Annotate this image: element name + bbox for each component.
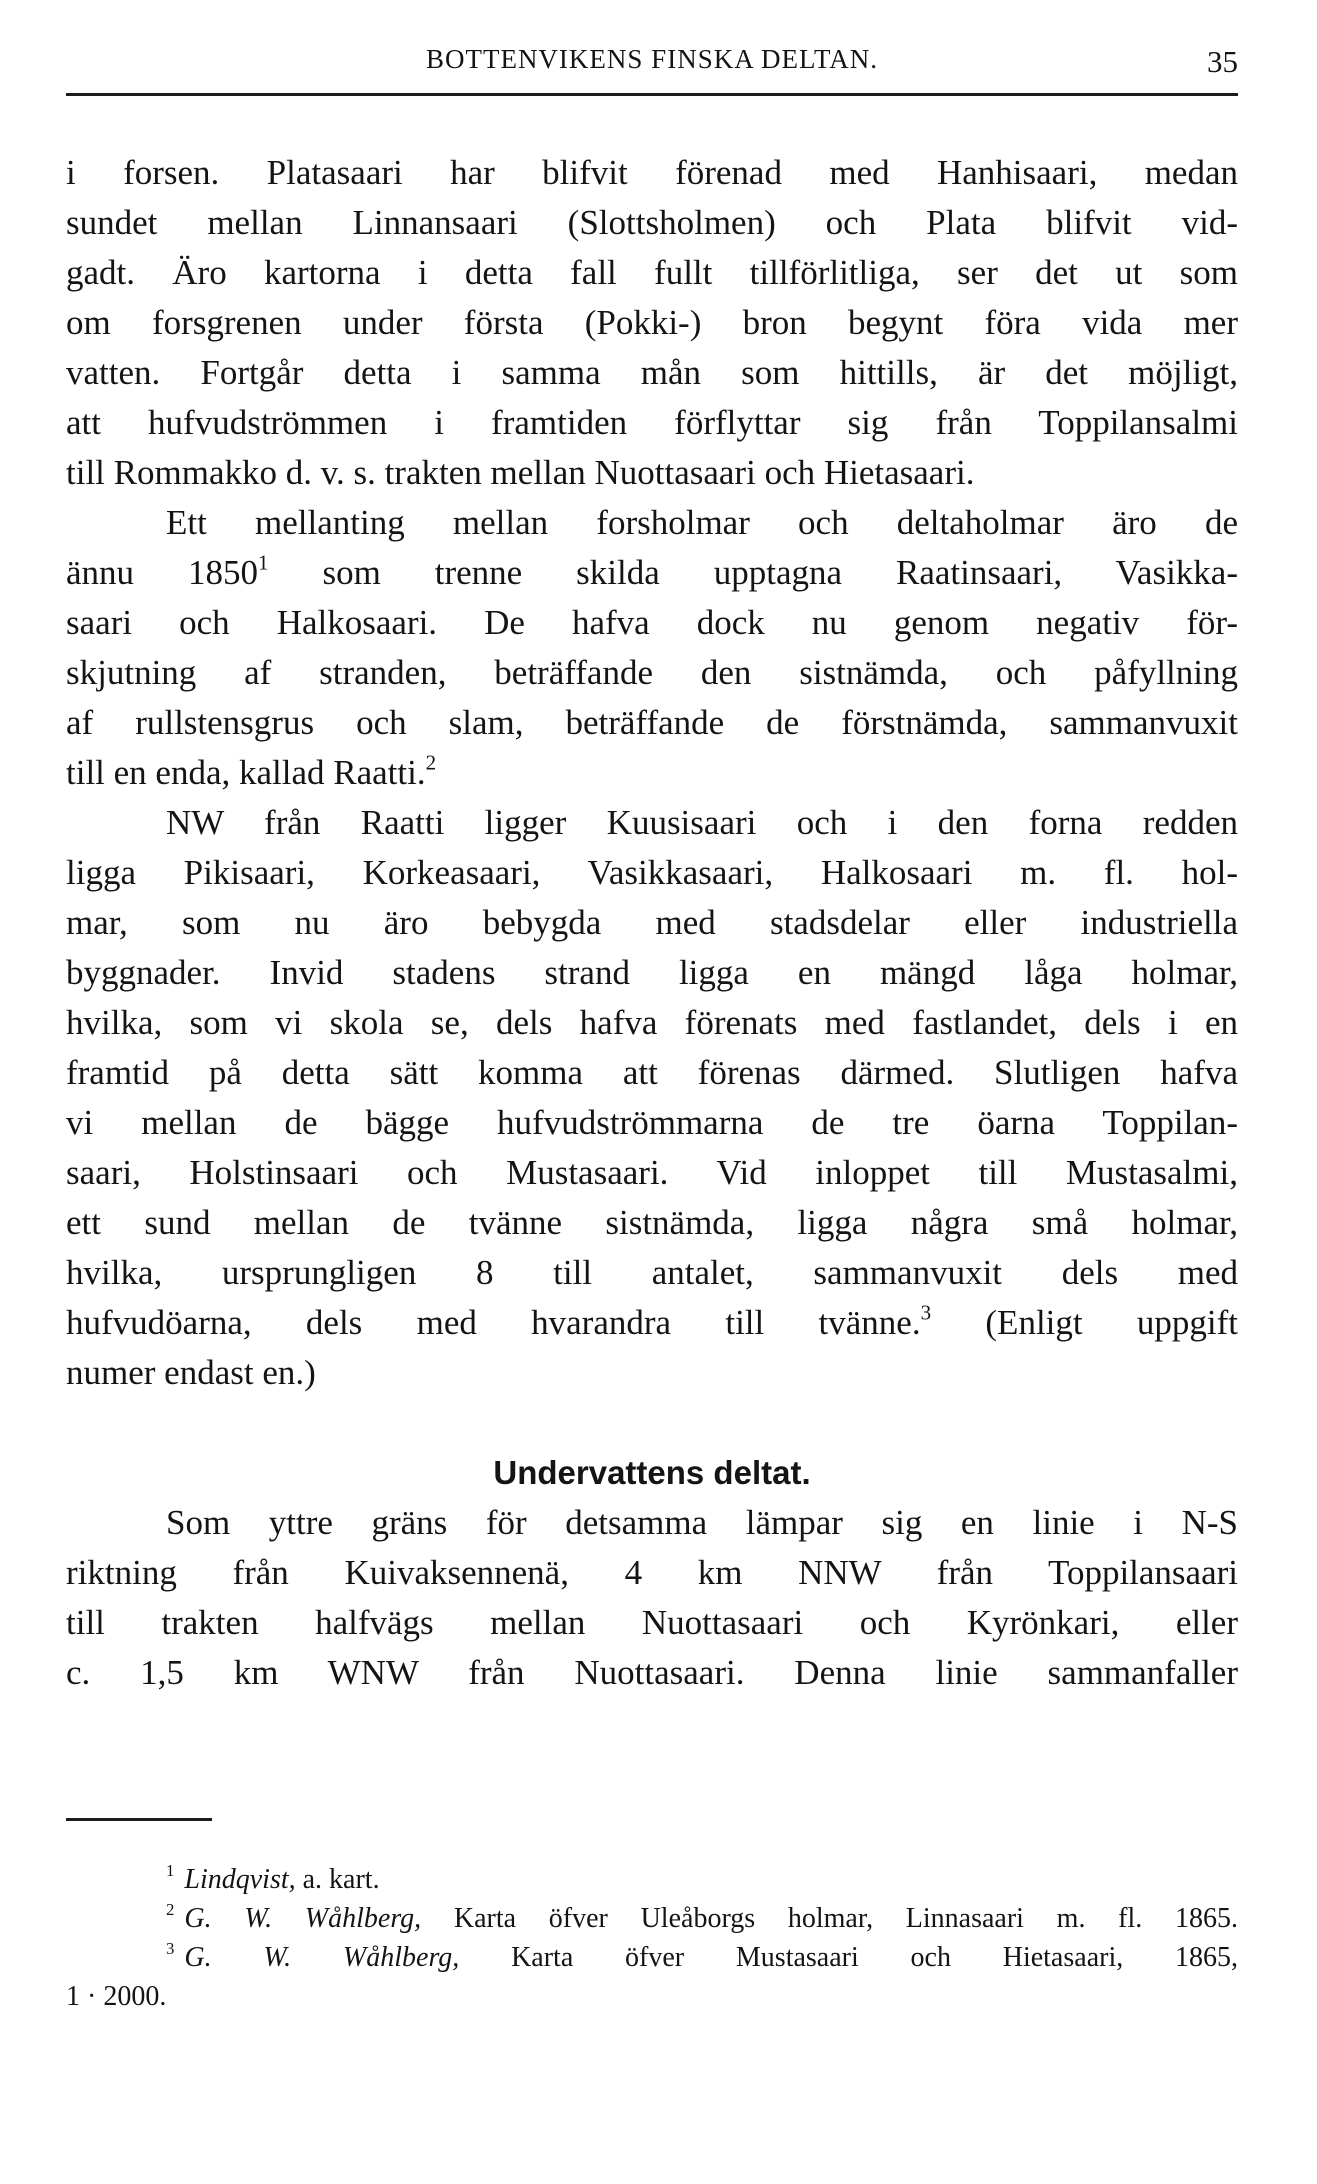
footnote-2 [66, 1899, 1238, 1938]
footnote-author: G. W. Wåhlberg, [184, 1942, 460, 1973]
footnote-3-continuation: 1 · 2000. [66, 1981, 167, 2012]
line-text: ännu 1850 [66, 553, 258, 592]
body-line: till Rommakko d. v. s. trakten mellan Nuottasaari och Hietasaari. [66, 453, 975, 492]
body-line: skjutning af stranden, beträffande den sistnämda, och påfyllning [66, 653, 1238, 692]
footnote-ref: 2 [425, 750, 437, 775]
body-line: om forsgrenen under första (Pokki-) bron begynt föra vida mer [66, 303, 1238, 342]
body-line: saari och Halkosaari. De hafva dock nu genom negativ för- [66, 603, 1238, 642]
footnote-marker: 3 [166, 1939, 175, 1959]
footnote-text: Karta öfver Uleåborgs holmar, Linnasaari m. fl. 1865. [421, 1903, 1238, 1934]
body-line: c. 1,5 km WNW från Nuottasaari. Denna linie sammanfaller [66, 1653, 1238, 1692]
footnote-ref: 3 [920, 1300, 932, 1325]
body-line: vatten. Fortgår detta i samma mån som hittills, är det möjligt, [66, 353, 1238, 392]
body-line [66, 1298, 1238, 1348]
footnote-author: G. W. Wåhlberg, [184, 1903, 422, 1934]
body-line: hvilka, ursprungligen 8 till antalet, sammanvuxit dels med [66, 1253, 1238, 1292]
body-line: numer endast en.) [66, 1353, 316, 1392]
footnote-ref: 1 [258, 550, 269, 575]
footnote-rule [66, 1818, 212, 1821]
footnote-marker: 2 [166, 1900, 175, 1920]
body-line: ligga Pikisaari, Korkeasaari, Vasikkasaari, Halkosaari m. fl. hol- [66, 853, 1238, 892]
header-rule [66, 93, 1238, 96]
line-text: (Enligt uppgift [931, 1303, 1239, 1342]
footnote-text: a. kart. [295, 1864, 380, 1895]
footnotes [66, 1860, 1238, 2016]
body-line: gadt. Äro kartorna i detta fall fullt tillförlitliga, ser det ut som [66, 253, 1238, 292]
footnote-marker: 1 [166, 1861, 175, 1881]
main-text [66, 148, 1238, 1698]
body-line: sundet mellan Linnansaari (Slottsholmen) och Plata blifvit vid- [66, 203, 1238, 242]
line-text: hufvudöarna, dels med hvarandra till tvänne. [66, 1303, 921, 1342]
section-heading: Undervattens deltat. [493, 1454, 811, 1491]
line-text: som trenne skilda upptagna Raatinsaari, Vasikka- [268, 553, 1238, 592]
body-line: att hufvudströmmen i framtiden förflyttar sig från Toppilansalmi [66, 403, 1238, 442]
section-spacer [66, 1398, 1238, 1448]
footnote-author: Lindqvist, [184, 1864, 296, 1895]
body-line: till trakten halfvägs mellan Nuottasaari och Kyrönkari, eller [66, 1603, 1238, 1642]
footnote-1 [66, 1860, 1238, 1899]
running-title: BOTTENVIKENS FINSKA DELTAN. [425, 44, 879, 74]
body-line: Ett mellanting mellan forsholmar och deltaholmar äro de [166, 503, 1238, 542]
footnote-3 [66, 1938, 1238, 1977]
body-line [66, 748, 1238, 798]
body-line: saari, Holstinsaari och Mustasaari. Vid inloppet till Mustasalmi, [66, 1153, 1238, 1192]
body-line [66, 548, 1238, 598]
running-header [66, 44, 1238, 84]
body-line: framtid på detta sätt komma att förenas därmed. Slutligen hafva [66, 1053, 1238, 1092]
body-line: Som yttre gräns för detsamma lämpar sig en linie i N-S [166, 1503, 1238, 1542]
body-line: riktning från Kuivaksennenä, 4 km NNW från Toppilansaari [66, 1553, 1238, 1592]
line-text: till en enda, kallad Raatti. [66, 753, 426, 792]
body-line: i forsen. Platasaari har blifvit förenad med Hanhisaari, medan [66, 153, 1238, 192]
body-line: NW från Raatti ligger Kuusisaari och i den forna redden [166, 803, 1238, 842]
footnote-text: Karta öfver Mustasaari och Hietasaari, 1865, [459, 1942, 1238, 1973]
body-line: af rullstensgrus och slam, beträffande de förstnämda, sammanvuxit [66, 703, 1238, 742]
body-line: byggnader. Invid stadens strand ligga en mängd låga holmar, [66, 953, 1238, 992]
body-line: hvilka, som vi skola se, dels hafva förenats med fastlandet, dels i en [66, 1003, 1238, 1042]
body-line: ett sund mellan de tvänne sistnämda, ligga några små holmar, [66, 1203, 1238, 1242]
page-number: 35 [1207, 44, 1238, 79]
body-line: vi mellan de bägge hufvudströmmarna de tre öarna Toppilan- [66, 1103, 1238, 1142]
body-line: mar, som nu äro bebygda med stadsdelar eller industriella [66, 903, 1238, 942]
